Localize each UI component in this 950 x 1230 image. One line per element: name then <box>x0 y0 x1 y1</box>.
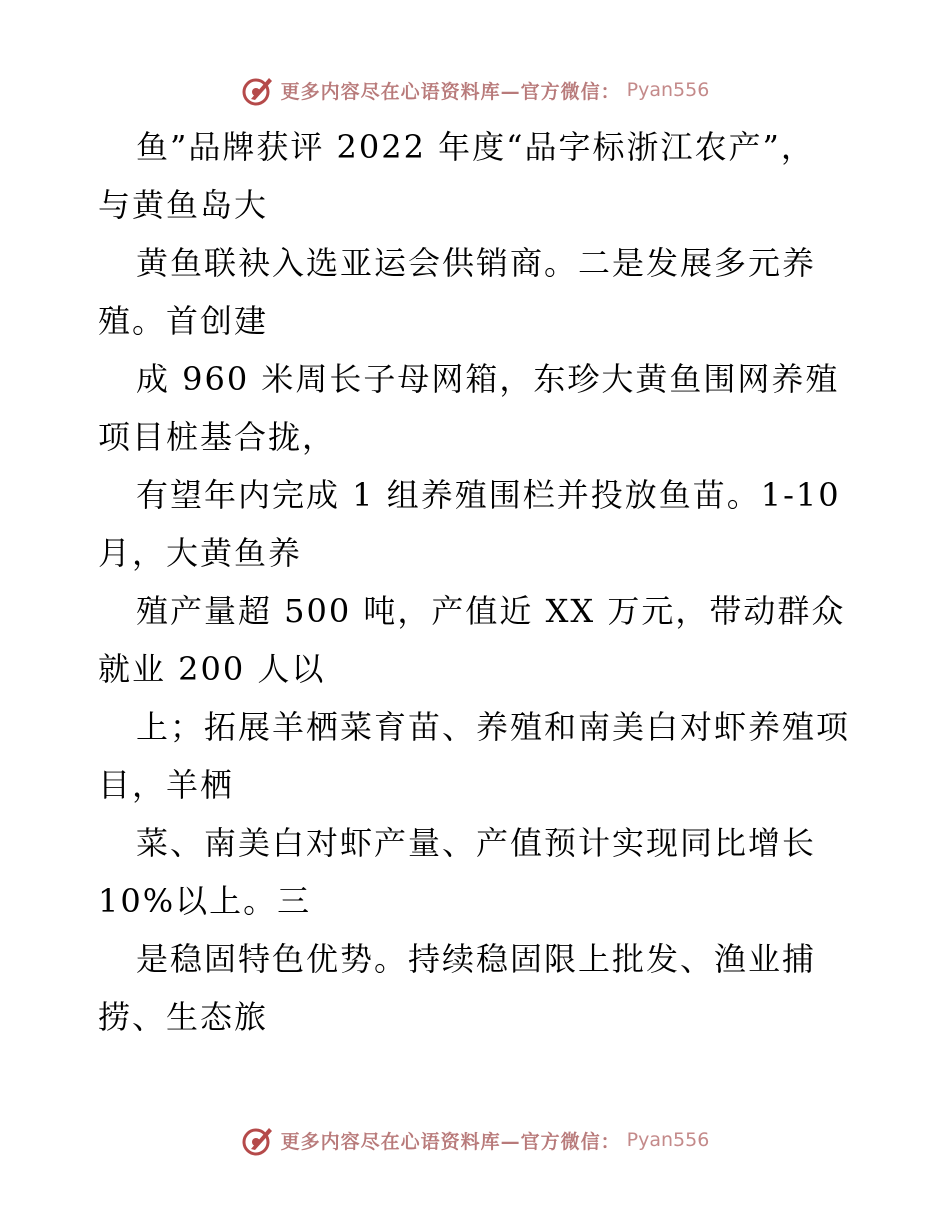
banner-wechat-id: Pyan556 <box>626 79 710 101</box>
banner-wechat-id: Pyan556 <box>626 1129 710 1151</box>
body-line: 殖产量超 500 吨，产值近 XX 万元，带动群众 <box>136 592 846 630</box>
quill-logo-icon <box>241 1123 275 1157</box>
banner-text: 更多内容尽在心语资料库—官方微信： <box>280 1130 621 1153</box>
document-body <box>98 118 858 1046</box>
body-line: 是稳固特色优势。持续稳固限上批发、渔业捕 <box>136 940 817 978</box>
body-line: 目，羊栖 <box>98 766 235 804</box>
body-line: 菜、南美白对虾产量、产值预计实现同比增长 <box>136 824 817 862</box>
body-line: 成 960 米周长子母网箱，东珍大黄鱼围网养殖 <box>136 360 840 398</box>
body-line: 殖。首创建 <box>98 302 269 340</box>
body-line: 捞、生态旅 <box>98 998 269 1036</box>
body-line: 有望年内完成 1 组养殖围栏并投放鱼苗。1-10 <box>136 476 841 514</box>
page-header-banner <box>0 70 950 110</box>
page-footer-banner <box>0 1120 950 1160</box>
body-line: 月，大黄鱼养 <box>98 534 303 572</box>
body-line: 上；拓展羊栖菜育苗、养殖和南美白对虾养殖项 <box>136 708 851 746</box>
body-line: 项目桩基合拢， <box>98 418 337 456</box>
body-line: 就业 200 人以 <box>98 650 326 688</box>
body-line: 与黄鱼岛大 <box>98 186 269 224</box>
body-line: 10%以上。三 <box>98 882 312 920</box>
quill-logo-icon <box>241 73 275 107</box>
banner-text: 更多内容尽在心语资料库—官方微信： <box>280 80 621 103</box>
body-line: 黄鱼联袂入选亚运会供销商。二是发展多元养 <box>136 244 817 282</box>
body-line: 鱼”品牌获评 2022 年度“品字标浙江农产”， <box>136 128 815 166</box>
